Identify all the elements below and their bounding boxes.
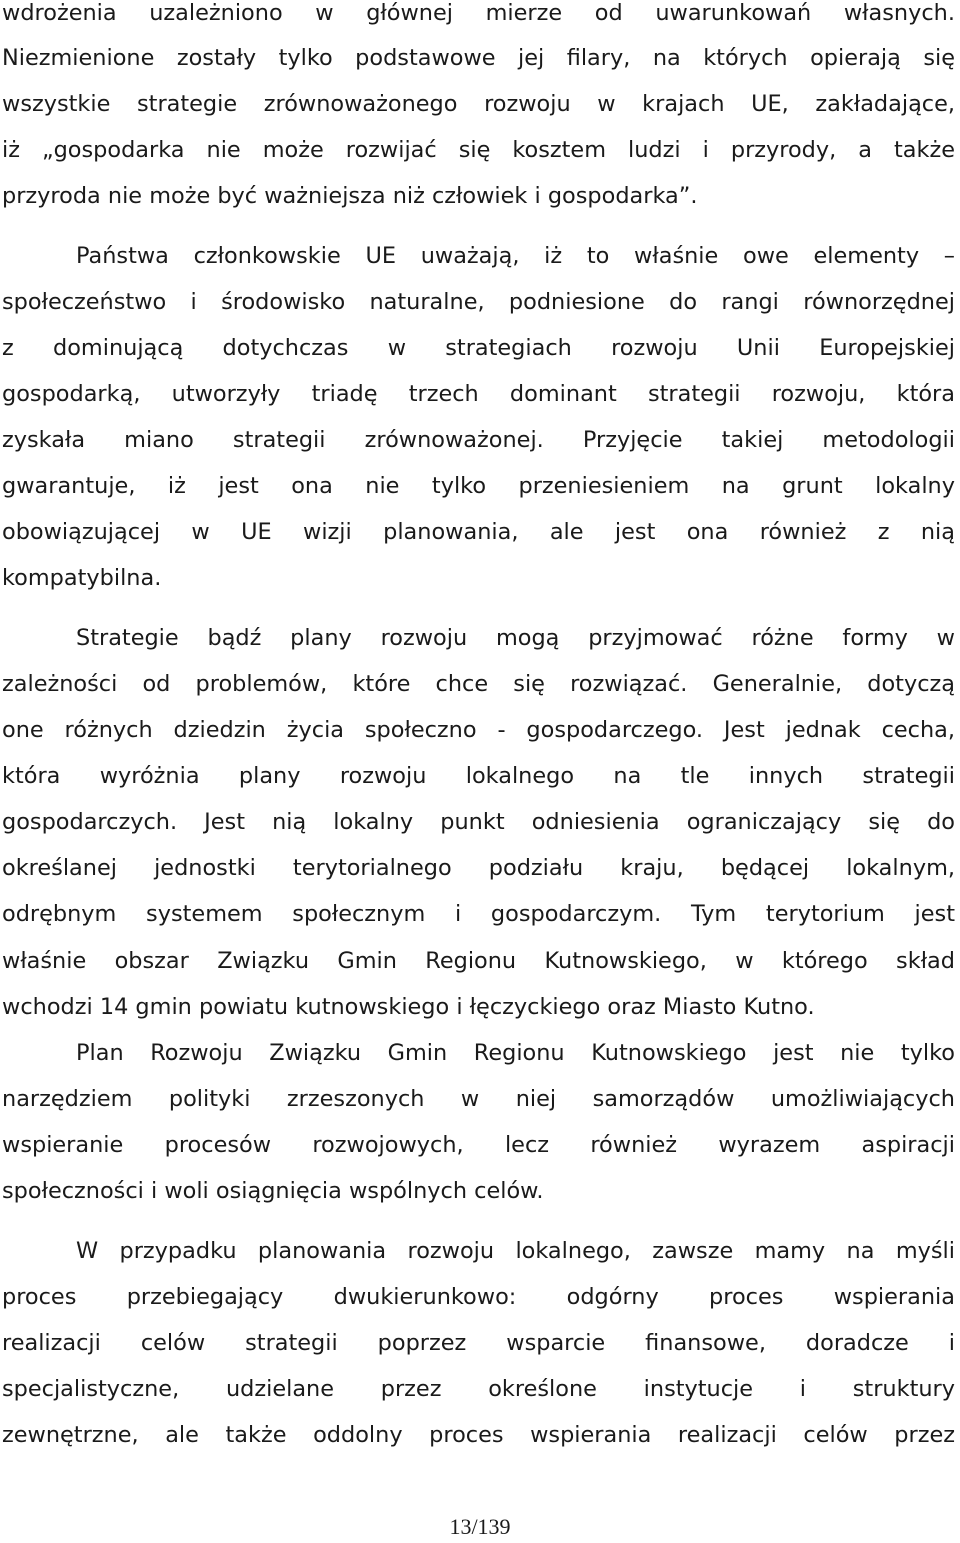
text-line: Niezmienione zostały tylko podstawowe jej filary, na których opierają się bbox=[2, 45, 955, 71]
text-line: Strategie bądź plany rozwoju mogą przyjmować różne formy w bbox=[76, 625, 955, 651]
text-line: one różnych dziedzin życia społeczno - gospodarczego. Jest jednak cecha, bbox=[2, 717, 955, 743]
text-line: W przypadku planowania rozwoju lokalnego, zawsze mamy na myśli bbox=[76, 1238, 955, 1264]
text-line: gwarantuje, iż jest ona nie tylko przeniesieniem na grunt lokalny bbox=[2, 473, 955, 499]
page-number: 13/139 bbox=[449, 1514, 511, 1539]
text-line: wszystkie strategie zrównoważonego rozwoju w krajach UE, zakładające, bbox=[2, 91, 955, 117]
text-line: odrębnym systemem społecznym i gospodarczym. Tym terytorium jest bbox=[2, 901, 955, 927]
text-line: wdrożenia uzależniono w głównej mierze od uwarunkowań własnych. bbox=[2, 0, 955, 26]
text-line: narzędziem polityki zrzeszonych w niej samorządów umożliwiających bbox=[2, 1086, 955, 1112]
text-line: przyroda nie może być ważniejsza niż człowiek i gospodarka”. bbox=[2, 183, 698, 209]
text-line: realizacji celów strategii poprzez wsparcie finansowe, doradcze i bbox=[2, 1330, 955, 1356]
text-line: Plan Rozwoju Związku Gmin Regionu Kutnowskiego jest nie tylko bbox=[76, 1040, 955, 1066]
text-line: gospodarką, utworzyły triadę trzech dominant strategii rozwoju, która bbox=[2, 381, 955, 407]
text-line: Państwa członkowskie UE uważają, iż to właśnie owe elementy – bbox=[76, 243, 955, 269]
text-line: która wyróżnia plany rozwoju lokalnego na tle innych strategii bbox=[2, 763, 955, 789]
text-line: gospodarczych. Jest nią lokalny punkt odniesienia ograniczający się do bbox=[2, 809, 955, 835]
text-line: wchodzi 14 gmin powiatu kutnowskiego i łęczyckiego oraz Miasto Kutno. bbox=[2, 994, 815, 1020]
text-line: zależności od problemów, które chce się rozwiązać. Generalnie, dotyczą bbox=[2, 671, 955, 697]
text-line: wspieranie procesów rozwojowych, lecz również wyrazem aspiracji bbox=[2, 1132, 955, 1158]
text-line: proces przebiegający dwukierunkowo: odgórny proces wspierania bbox=[2, 1284, 955, 1310]
text-line: społeczności i woli osiągnięcia wspólnych celów. bbox=[2, 1178, 544, 1204]
text-line: z dominującą dotychczas w strategiach rozwoju Unii Europejskiej bbox=[2, 335, 955, 361]
text-line: określanej jednostki terytorialnego podziału kraju, będącej lokalnym, bbox=[2, 855, 955, 881]
text-line: zewnętrzne, ale także oddolny proces wspierania realizacji celów przez bbox=[2, 1422, 955, 1448]
text-line: kompatybilna. bbox=[2, 565, 162, 591]
text-line: właśnie obszar Związku Gmin Regionu Kutnowskiego, w którego skład bbox=[2, 948, 955, 974]
text-line: obowiązującej w UE wizji planowania, ale jest ona również z nią bbox=[2, 519, 955, 545]
text-line: iż „gospodarka nie może rozwijać się kosztem ludzi i przyrody, a także bbox=[2, 137, 955, 163]
text-line: społeczeństwo i środowisko naturalne, podniesione do rangi równorzędnej bbox=[2, 289, 955, 315]
text-line: specjalistyczne, udzielane przez określone instytucje i struktury bbox=[2, 1376, 955, 1402]
text-line: zyskała miano strategii zrównoważonej. Przyjęcie takiej metodologii bbox=[2, 427, 955, 453]
